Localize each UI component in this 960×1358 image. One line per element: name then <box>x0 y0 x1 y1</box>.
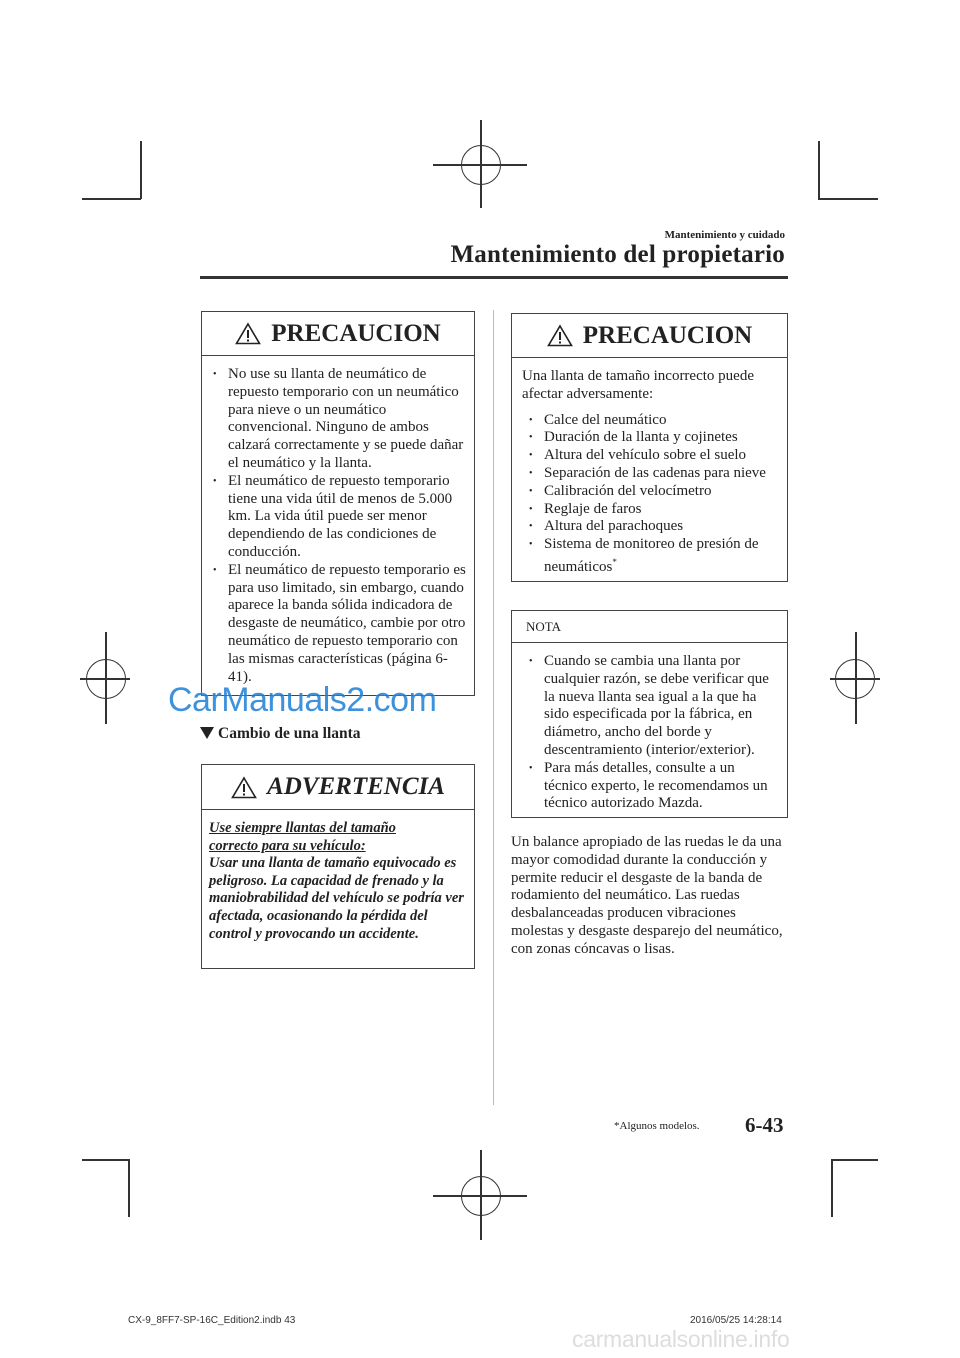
nota-header <box>512 611 787 643</box>
footnote: *Algunos modelos. <box>614 1120 700 1132</box>
print-timestamp: 2016/05/25 14:28:14 <box>690 1315 782 1326</box>
asterisk-mark: * <box>612 556 617 567</box>
list-item: • No use su llanta de neumático de repuesto temporario con un neumático para nieve o un neumático convencional. Ninguno de ambos calzará correctamente y se puede dañar el neumático y la llanta. <box>206 366 468 473</box>
warning-triangle-icon <box>235 322 261 345</box>
list-item: • Altura del parachoques <box>522 518 779 536</box>
advertencia-title: ADVERTENCIA <box>267 773 445 800</box>
list-item: • Sistema de monitoreo de presión de neumáticos* <box>522 536 779 577</box>
advertencia-text: Usar una llanta de tamaño equivocado es peligroso. La capacidad de frenado y la maniobrabilidad del vehículo se podría ver afectada, ocasionando la pérdida del control y provocando un accidente. <box>209 855 464 942</box>
warning-triangle-icon <box>231 776 257 799</box>
list-item: • Calce del neumático <box>522 412 779 430</box>
nota-box <box>511 610 788 818</box>
header-rule <box>200 276 788 279</box>
list-item: • Calibración del velocímetro <box>522 483 779 501</box>
precaucion-box-left <box>201 311 475 696</box>
list-item: • Duración de la llanta y cojinetes <box>522 429 779 447</box>
column-divider <box>493 310 494 1105</box>
precaucion-header <box>202 312 474 356</box>
page-title: Mantenimiento del propietario <box>450 241 785 268</box>
list-item: • Reglaje de faros <box>522 501 779 519</box>
watermark-online: carmanualsonline.info <box>572 1326 790 1352</box>
warning-triangle-icon <box>547 324 573 347</box>
advertencia-lead: Use siempre llantas del tamaño correcto para su vehículo: <box>209 820 396 854</box>
list-item: • Altura del vehículo sobre el suelo <box>522 447 779 465</box>
nota-title: NOTA <box>526 618 562 634</box>
balance-paragraph: Un balance apropiado de las ruedas le da una mayor comodidad durante la conducción y permite reducir el desgaste de la banda de rodamiento del neumático. Las ruedas desbalanceadas producen vibraciones molestas y desgaste desparejo del neumático, con zonas cóncavas o lisas. <box>511 834 783 957</box>
precaucion-intro: Una llanta de tamaño incorrecto puede afectar adversamente: <box>522 368 754 402</box>
page-number: 6-43 <box>745 1113 784 1137</box>
watermark-carmanuals: CarManuals2.com <box>168 681 437 719</box>
list-item: • El neumático de repuesto temporario tiene una vida útil de menos de 5.000 km. La vida útil puede ser menor dependiendo de las condiciones de conducción. <box>206 473 468 562</box>
list-item: • Cuando se cambia una llanta por cualquier razón, se debe verificar que la nueva llanta sea igual a la que ha sido especificada por la fábrica, en diámetro, ancho del borde y descentramiento (interior/exterior). <box>522 653 781 760</box>
precaucion-box-right <box>511 313 788 582</box>
precaucion-header <box>512 314 787 358</box>
list-item: • El neumático de repuesto temporario es para uso limitado, sin embargo, cuando aparece la banda sólida indicadora de desgaste de neumático, cambie por otro neumático de repuesto temporario con las mismas características (página 6-41). <box>206 562 468 687</box>
precaucion-title: PRECAUCION <box>271 319 441 347</box>
chapter-label: Mantenimiento y cuidado <box>664 229 785 241</box>
advertencia-box <box>201 764 475 969</box>
list-item: • Para más detalles, consulte a un técnico experto, le recomendamos un técnico autorizado Mazda. <box>522 760 781 813</box>
advertencia-header <box>202 765 474 810</box>
precaucion-title: PRECAUCION <box>582 321 753 349</box>
print-file-info: CX-9_8FF7-SP-16C_Edition2.indb 43 <box>128 1315 296 1326</box>
list-item: • Separación de las cadenas para nieve <box>522 465 779 483</box>
section-heading: Cambio de una llanta <box>200 725 361 743</box>
triangle-bullet-icon <box>200 727 214 739</box>
